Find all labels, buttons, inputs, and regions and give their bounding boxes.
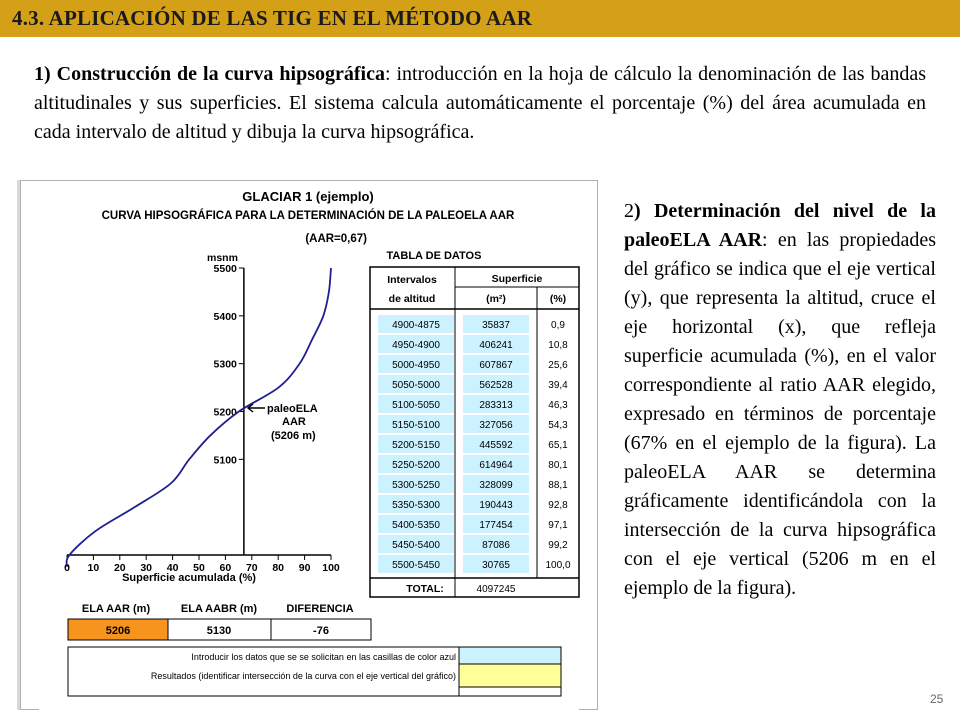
result-value-ela-aar: 5206 <box>105 625 131 637</box>
sheet-subtitle: CURVA HIPSOGRÁFICA PARA LA DETERMINACIÓN DE LA PALEOELA AAR <box>101 210 515 222</box>
interval-value: 4950-4900 <box>392 340 440 351</box>
pct-value: 100,0 <box>545 560 571 571</box>
area-value: 445592 <box>479 440 513 451</box>
col-header-altitud: de altitud <box>388 293 436 305</box>
col-header-superficie: Superficie <box>491 273 543 285</box>
interval-value: 5450-5400 <box>392 540 440 551</box>
x-tick-label: 80 <box>272 562 285 574</box>
area-value: 190443 <box>479 500 513 511</box>
x-tick-label: 30 <box>140 562 153 574</box>
interval-value: 5400-5350 <box>392 520 440 531</box>
pct-value: 0,9 <box>551 320 565 331</box>
interval-value: 5350-5300 <box>392 500 440 511</box>
y-tick-label: 5200 <box>213 406 237 419</box>
ela-label-2: AAR <box>282 416 306 428</box>
ela-label-3: (5206 m) <box>271 430 316 442</box>
pct-value: 25,6 <box>548 360 568 371</box>
interval-value: 5300-5250 <box>392 480 440 491</box>
area-value: 177454 <box>479 520 513 531</box>
interval-value: 5000-4950 <box>392 360 440 371</box>
pct-value: 80,1 <box>548 460 568 471</box>
intro-step-label: 1) Construcción de la curva hipsográfica <box>34 63 385 85</box>
interval-value: 5050-5000 <box>392 380 440 391</box>
hypsographic-figure <box>21 181 599 711</box>
sheet-title: GLACIAR 1 (ejemplo) <box>242 189 374 204</box>
pct-value: 99,2 <box>548 540 568 551</box>
x-tick-label: 60 <box>219 562 232 574</box>
legend-swatch-input <box>459 647 561 664</box>
page-title: 4.3. APLICACIÓN DE LAS TIG EN EL MÉTODO AAR <box>12 6 533 30</box>
result-header-diferencia: DIFERENCIA <box>286 603 354 615</box>
area-value: 406241 <box>479 340 513 351</box>
interval-value: 5250-5200 <box>392 460 440 471</box>
pct-value: 46,3 <box>548 400 568 411</box>
area-value: 30765 <box>482 560 510 571</box>
interval-value: 5150-5100 <box>392 420 440 431</box>
legend-result-label: Resultados (identificar intersección de la curva con el eje vertical del gráfico) <box>150 671 456 681</box>
y-axis-label: msnm <box>207 252 238 264</box>
area-value: 562528 <box>479 380 513 391</box>
result-value-ela-aabr: 5130 <box>206 625 232 637</box>
area-value: 35837 <box>482 320 510 331</box>
x-tick-label: 40 <box>166 562 179 574</box>
x-tick-label: 70 <box>245 562 258 574</box>
area-value: 607867 <box>479 360 513 371</box>
legend-swatch-result <box>459 664 561 687</box>
area-value: 327056 <box>479 420 513 431</box>
col-header-intervalos: Intervalos <box>387 274 437 286</box>
pct-value: 39,4 <box>548 380 568 391</box>
aar-ratio-label: (AAR=0,67) <box>305 233 367 245</box>
y-tick-label: 5100 <box>213 454 237 467</box>
total-value: 4097245 <box>476 584 516 595</box>
x-axis-label: Superficie acumulada (%) <box>122 572 256 584</box>
ela-label-1: paleoELA <box>267 403 318 415</box>
results-panel <box>68 603 371 640</box>
side-step-label: ) Determinación del nivel de la paleoELA AAR <box>624 200 936 251</box>
interval-value: 4900-4875 <box>392 320 440 331</box>
interval-value: 5100-5050 <box>392 400 440 411</box>
x-tick-label: 100 <box>322 562 340 574</box>
page-number: 25 <box>930 692 944 706</box>
area-value: 614964 <box>479 460 513 471</box>
result-header-ela-aar: ELA AAR (m) <box>81 603 151 615</box>
table-title: TABLA DE DATOS <box>386 250 482 262</box>
intro-text: : introducción en la hoja de cálculo la denominación de las bandas altitudinales y sus superficies. El sistema calcula automáticamente el porcentaje (%) del área acumulada en cada intervalo de altitud y dibuja la curva hipsográfica. <box>34 63 927 143</box>
spreadsheet-figure <box>20 180 598 710</box>
side-step-number: 2 <box>624 200 634 222</box>
x-tick-label: 90 <box>298 562 311 574</box>
x-tick-label: 50 <box>193 562 205 574</box>
pct-value: 10,8 <box>548 340 568 351</box>
legend-input-label: Introducir los datos que se se solicitan en las casillas de color azul <box>191 652 456 662</box>
side-paragraph <box>624 197 936 603</box>
col-header-pct: (%) <box>549 293 567 305</box>
pct-value: 97,1 <box>548 520 568 531</box>
x-tick-label: 10 <box>87 562 100 574</box>
pct-value: 92,8 <box>548 500 568 511</box>
col-header-m2: (m²) <box>486 293 506 305</box>
area-value: 283313 <box>479 400 513 411</box>
pct-value: 54,3 <box>548 420 568 431</box>
pct-value: 88,1 <box>548 480 568 491</box>
area-value: 87086 <box>482 540 510 551</box>
interval-value: 5500-5450 <box>392 560 440 571</box>
pct-value: 65,1 <box>548 440 568 451</box>
y-tick-label: 5500 <box>213 263 237 275</box>
x-tick-label: 20 <box>113 562 126 574</box>
result-value-diferencia: -76 <box>313 625 329 637</box>
x-tick-label: 0 <box>64 562 70 574</box>
intro-paragraph <box>34 60 926 147</box>
interval-value: 5200-5150 <box>392 440 440 451</box>
result-header-ela-aabr: ELA AABR (m) <box>180 603 258 615</box>
y-tick-label: 5400 <box>213 310 237 323</box>
side-text: : en las propiedades del gráfico se indica que el eje vertical (y), que representa la altitud, cruce el eje horizontal (x), que refleja superficie acumulada (%), en el valor correspondiente al ratio AAR elegido, expresado en términos de porcentaje (67% en el ejemplo de la figura). La paleoELA AAR se determina gráficamente identificándola con la intersección de la curva hipsográfica con el eje vertical (5206 m en el ejemplo de la figura). <box>624 229 936 599</box>
total-label: TOTAL: <box>406 583 444 595</box>
area-value: 328099 <box>479 480 513 491</box>
title-bar <box>0 0 960 37</box>
y-tick-label: 5300 <box>213 358 237 371</box>
